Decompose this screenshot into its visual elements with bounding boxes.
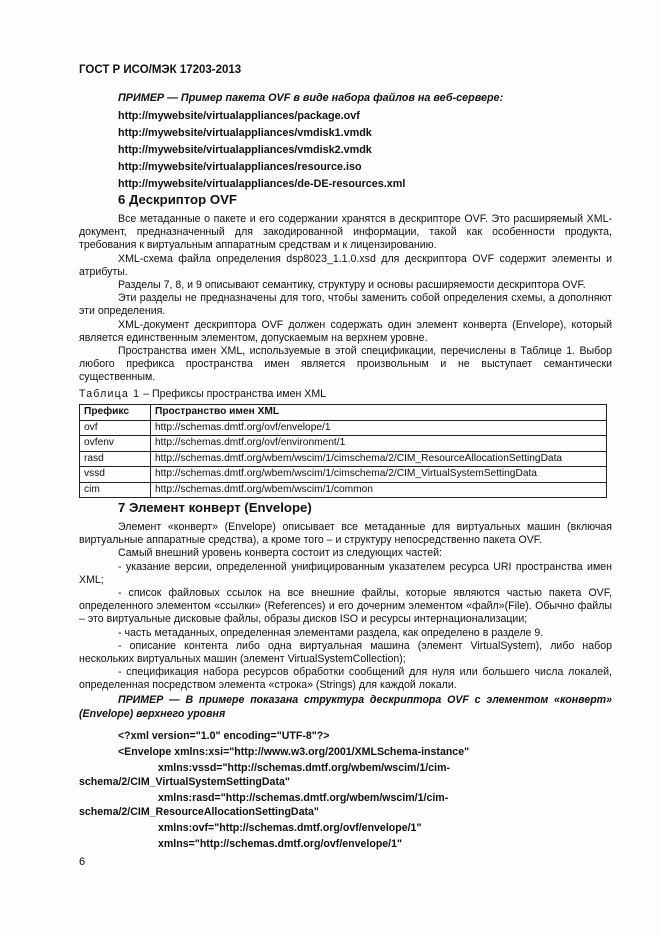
prefix-cell: vssd [80, 467, 151, 483]
list-item: - указание версии, определенной унифицированным указателем ресурса URI пространства имен XML; [79, 560, 612, 586]
code-line: <Envelope xmlns:xsi="http://www.w3.org/2001/XMLSchema-instance" [118, 746, 470, 758]
page-header: ГОСТ Р ИСО/МЭК 17203-2013 [79, 64, 242, 76]
table-row [80, 467, 607, 483]
code-line: xmlns:vssd="http://schemas.dmtf.org/wbem/wscim/1/cim- [158, 762, 451, 774]
paragraph: Разделы 7, 8, и 9 описывают семантику, структуру и основы расширяемости дескриптора OVF. [118, 279, 586, 292]
namespace-cell: http://schemas.dmtf.org/wbem/wscim/1/cimschema/2/CIM_VirtualSystemSettingData [151, 467, 607, 483]
namespace-prefix-table [79, 404, 607, 498]
table-header-row [80, 405, 607, 421]
example-2-text: ПРИМЕР — В примере показана структура дескриптора OVF с элементом «конверт» (Envelope) верхнего уровня [79, 694, 612, 720]
example-url: http://mywebsite/virtualappliances/vmdisk2.vmdk [118, 144, 372, 157]
code-line: schema/2/CIM_ResourceAllocationSettingData" [79, 806, 319, 818]
namespace-cell: http://schemas.dmtf.org/ovf/environment/1 [151, 436, 607, 452]
page-number: 6 [79, 856, 86, 868]
list-item: - описание контента либо одна виртуальная машина (элемент VirtualSystem), либо набор нескольких виртуальных машин (элемент VirtualSystemCollection); [79, 639, 612, 666]
code-line: xmlns:rasd="http://schemas.dmtf.org/wbem/wscim/1/cim- [158, 792, 449, 804]
example-url: http://mywebsite/virtualappliances/vmdisk1.vmdk [118, 127, 372, 140]
paragraph: XML-документ дескриптора OVF должен содержать один элемент конверта (Envelope), который является единственным элементом, допускаемым на верхнем уровне. [79, 318, 612, 344]
code-line: xmlns="http://schemas.dmtf.org/ovf/envelope/1" [158, 838, 403, 850]
list-item: - спецификация набора ресурсов обработки сообщений для нуля или большего числа локалей, определенная посредством элемента «строка» (Strings) для каждой локали. [79, 666, 612, 692]
prefix-cell: cim [80, 482, 151, 498]
prefix-cell: ovfenv [80, 436, 151, 452]
example-url: http://mywebsite/virtualappliances/de-DE-resources.xml [118, 178, 406, 191]
prefix-cell: rasd [80, 451, 151, 467]
example-url: http://mywebsite/virtualappliances/package.ovf [118, 110, 360, 122]
paragraph: Элемент «конверт» (Envelope) описывает все метаданные для виртуальных машин (включая виртуальные аппаратные средства), а кроме того – и структуру непосредственно пакета OVF. [79, 521, 612, 547]
table-caption-text: – Префиксы пространства имен XML [140, 388, 327, 400]
table-row [80, 436, 607, 452]
paragraph: XML-схема файла определения dsp8023_1.1.0.xsd для дескриптора OVF содержит элементы и атрибуты. [79, 252, 612, 278]
column-header-prefix: Префикс [80, 405, 151, 421]
table-caption-label: Таблица 1 [79, 388, 141, 400]
example-url: http://mywebsite/virtualappliances/resource.iso [118, 161, 362, 174]
table-1-caption [79, 388, 326, 400]
example-1-url-list [118, 108, 405, 193]
table-row [80, 482, 607, 498]
table-row [80, 420, 607, 436]
section-7-body [79, 521, 612, 693]
list-item: - часть метаданных, определенная элементами раздела, как определено в разделе 9. [118, 626, 544, 639]
paragraph: Все метаданные о пакете и его содержании хранятся в дескрипторе OVF. Это расширяемый XML-документ, предназначенный для закодированной информации, такой как особенности продукта, требования к виртуальным аппаратным средствам и к лицензированию. [79, 213, 612, 252]
list-item: - список файловых ссылок на все внешние файлы, которые являются частью пакета OVF, определенного элементом «ссылки» (References) и его дочерним элементом «файл»(File). Обычно файлы – это виртуальные дисковые файлы, образы дисков ISO и ресурсы интернационализации; [79, 587, 612, 626]
prefix-cell: ovf [80, 420, 151, 436]
code-line: xmlns:ovf="http://schemas.dmtf.org/ovf/envelope/1" [158, 822, 422, 834]
namespace-cell: http://schemas.dmtf.org/ovf/envelope/1 [151, 420, 607, 436]
column-header-namespace: Пространство имен XML [151, 405, 607, 421]
code-line: <?xml version="1.0" encoding="UTF-8"?> [118, 730, 330, 742]
example-1-title: ПРИМЕР — Пример пакета OVF в виде набора файлов на веб-сервере: [118, 92, 504, 104]
section-6-heading: 6 Дескриптор OVF [118, 192, 237, 207]
table-row [80, 451, 607, 467]
paragraph: Самый внешний уровень конверта состоит из следующих частей: [118, 547, 443, 560]
section-6-body [79, 213, 612, 385]
section-7-heading: 7 Элемент конверт (Envelope) [118, 500, 312, 515]
namespace-cell: http://schemas.dmtf.org/wbem/wscim/1/cimschema/2/CIM_ResourceAllocationSettingData [151, 451, 607, 467]
paragraph: Пространства имен XML, используемые в этой спецификации, перечислены в Таблице 1. Выбор любого префикса пространства имен является произвольным и не выступает семантически существенным. [79, 345, 612, 384]
code-line: schema/2/CIM_VirtualSystemSettingData" [79, 776, 290, 788]
namespace-cell: http://schemas.dmtf.org/wbem/wscim/1/common [151, 482, 607, 498]
paragraph: Эти разделы не предназначены для того, чтобы заменить собой определения схемы, а дополняют эти определения. [79, 292, 612, 318]
